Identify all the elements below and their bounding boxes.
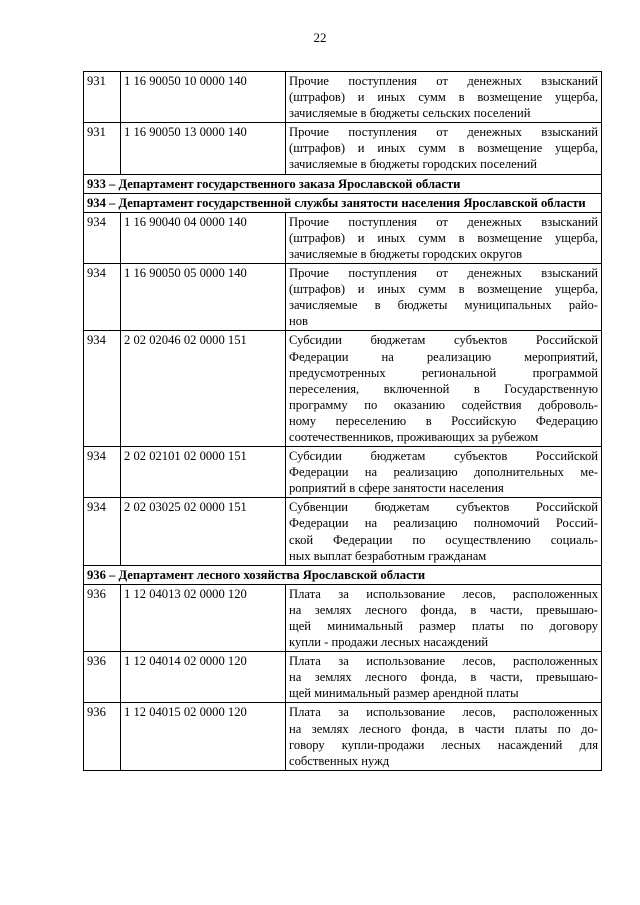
administrator-code-cell: 934 bbox=[84, 212, 121, 263]
description-line: зачисляемые в бюджеты муниципальных райо- bbox=[289, 298, 598, 313]
description-line: Федерации на реализацию дополнительных ме- bbox=[289, 465, 598, 480]
description-line: на землях лесного фонда, в части платы по до- bbox=[289, 721, 598, 736]
table-row bbox=[84, 652, 602, 703]
revenue-codes-table bbox=[83, 71, 602, 771]
table-row bbox=[84, 703, 602, 770]
table-row bbox=[84, 264, 602, 331]
revenue-code-cell: 1 16 90040 04 0000 140 bbox=[121, 212, 286, 263]
revenue-code-cell: 1 12 04014 02 0000 120 bbox=[121, 652, 286, 703]
table-row bbox=[84, 72, 602, 123]
administrator-code-cell: 936 bbox=[84, 584, 121, 651]
table-row bbox=[84, 331, 602, 447]
description-line: переселения, включенной в Государственную bbox=[289, 381, 598, 396]
description-line: Федерации на реализацию мероприятий, bbox=[289, 349, 598, 364]
revenue-description-cell bbox=[286, 652, 602, 703]
administrator-code-cell: 936 bbox=[84, 703, 121, 770]
administrator-code-cell: 934 bbox=[84, 498, 121, 565]
description-line: программу по оказанию содействия доброволь- bbox=[289, 397, 598, 412]
table-row bbox=[84, 212, 602, 263]
description-line: (штрафов) и иных сумм в возмещение ущерба, bbox=[289, 141, 598, 156]
description-line: собственных нужд bbox=[289, 753, 390, 768]
revenue-code-cell: 1 16 90050 13 0000 140 bbox=[121, 123, 286, 174]
description-line: Плата за использование лесов, расположенных bbox=[289, 654, 598, 669]
description-line: (штрафов) и иных сумм в возмещение ущерба, bbox=[289, 230, 598, 245]
description-line: Плата за использование лесов, расположенных bbox=[289, 705, 598, 720]
description-line: (штрафов) и иных сумм в возмещение ущерба, bbox=[289, 90, 598, 105]
administrator-code-cell: 931 bbox=[84, 123, 121, 174]
description-line: зачисляемые в бюджеты городских округов bbox=[289, 246, 523, 261]
department-heading bbox=[84, 193, 602, 212]
table-row bbox=[84, 584, 602, 651]
page-number: 22 bbox=[313, 30, 327, 45]
description-line: предусмотренных региональной программой bbox=[289, 365, 598, 380]
department-heading-text: 934 – Департамент государственной службы занятости населения Ярославской области bbox=[87, 195, 586, 210]
description-line: зачисляемые в бюджеты сельских поселений bbox=[289, 106, 531, 121]
description-line: Прочие поступления от денежных взысканий bbox=[289, 125, 598, 140]
department-heading bbox=[84, 174, 602, 193]
revenue-code-cell: 1 12 04015 02 0000 120 bbox=[121, 703, 286, 770]
description-line: говору купли-продажи лесных насаждений для bbox=[289, 737, 598, 752]
description-line: роприятий в сфере занятости населения bbox=[289, 481, 504, 496]
department-heading-text: 936 – Департамент лесного хозяйства Ярославской области bbox=[87, 567, 426, 582]
revenue-description-cell bbox=[286, 331, 602, 447]
description-line: на землях лесного фонда, в части, превышаю- bbox=[289, 602, 598, 617]
revenue-code-cell: 2 02 02101 02 0000 151 bbox=[121, 447, 286, 498]
revenue-code-cell: 1 16 90050 05 0000 140 bbox=[121, 264, 286, 331]
revenue-code-cell: 2 02 02046 02 0000 151 bbox=[121, 331, 286, 447]
description-line: Субвенции бюджетам субъектов Российской bbox=[289, 500, 598, 515]
description-line: Федерации на реализацию полномочий Россий- bbox=[289, 516, 598, 531]
administrator-code-cell: 931 bbox=[84, 72, 121, 123]
table-row bbox=[84, 447, 602, 498]
revenue-description-cell bbox=[286, 212, 602, 263]
revenue-description-cell bbox=[286, 447, 602, 498]
revenue-description-cell bbox=[286, 264, 602, 331]
description-line: щей минимальный размер платы по договору bbox=[289, 619, 598, 633]
description-line: соотечественников, проживающих за рубежом bbox=[289, 429, 539, 444]
description-line: Прочие поступления от денежных взысканий bbox=[289, 74, 598, 88]
description-line: щей минимальный размер арендной платы bbox=[289, 686, 519, 701]
administrator-code-cell: 934 bbox=[84, 331, 121, 447]
table-body bbox=[84, 72, 602, 771]
revenue-code-cell: 2 02 03025 02 0000 151 bbox=[121, 498, 286, 565]
description-line: Прочие поступления от денежных взысканий bbox=[289, 266, 598, 281]
department-header-row bbox=[84, 565, 602, 584]
description-line: нов bbox=[289, 314, 308, 329]
description-line: ных выплат безработным гражданам bbox=[289, 548, 487, 563]
revenue-code-cell: 1 12 04013 02 0000 120 bbox=[121, 584, 286, 651]
revenue-description-cell bbox=[286, 123, 602, 174]
description-line: Субсидии бюджетам субъектов Российской bbox=[289, 333, 598, 348]
description-line: Прочие поступления от денежных взысканий bbox=[289, 214, 598, 229]
description-line: зачисляемые в бюджеты городских поселений bbox=[289, 157, 537, 172]
description-line: ской Федерации по осуществлению социаль- bbox=[289, 532, 598, 547]
administrator-code-cell: 934 bbox=[84, 447, 121, 498]
description-line: Плата за использование лесов, расположенных bbox=[289, 586, 598, 601]
administrator-code-cell: 936 bbox=[84, 652, 121, 703]
description-line: ному переселению в Российскую Федерацию bbox=[289, 413, 598, 428]
revenue-description-cell bbox=[286, 72, 602, 123]
revenue-description-cell bbox=[286, 584, 602, 651]
description-line: на землях лесного фонда, в части, превышаю- bbox=[289, 670, 598, 685]
department-header-row bbox=[84, 174, 602, 193]
description-line: (штрафов) и иных сумм в возмещение ущерба, bbox=[289, 282, 598, 297]
table-row bbox=[84, 498, 602, 565]
revenue-description-cell bbox=[286, 703, 602, 770]
department-heading-text: 933 – Департамент государственного заказа Ярославской области bbox=[87, 176, 461, 191]
department-heading bbox=[84, 565, 602, 584]
description-line: Субсидии бюджетам субъектов Российской bbox=[289, 449, 598, 464]
department-header-row bbox=[84, 193, 602, 212]
description-line: купли - продажи лесных насаждений bbox=[289, 635, 489, 650]
revenue-description-cell bbox=[286, 498, 602, 565]
administrator-code-cell: 934 bbox=[84, 264, 121, 331]
revenue-code-cell: 1 16 90050 10 0000 140 bbox=[121, 72, 286, 123]
table-row bbox=[84, 123, 602, 174]
